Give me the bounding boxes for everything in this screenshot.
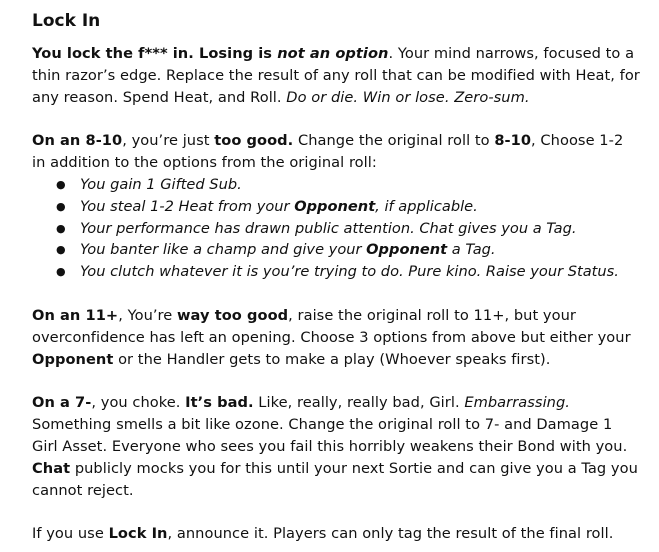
high-label: On an 8-10 (32, 132, 123, 150)
fail-label: On a 7- (32, 394, 92, 412)
high-result-paragraph (32, 130, 641, 174)
footer-text-1: If you use (32, 525, 109, 543)
intro-emphasis: not an option (277, 45, 389, 62)
crit-bold-2: Opponent (32, 350, 114, 368)
high-text-2: Change the original roll to (293, 132, 495, 150)
fail-text-2: Like, really, really bad, Girl. (253, 394, 465, 412)
list-item: ● You gain 1 Gifted Sub. (32, 174, 641, 196)
crit-label: On an 11+ (32, 306, 119, 324)
intro-text: . Your mind narrows, focused to a thin razor’s edge. Replace the result of any roll that can be modified with Heat, for any reason. Spend Heat, and Roll. (32, 45, 640, 106)
list-item: ● You steal 1-2 Heat from your Opponent, if applicable. (32, 196, 641, 218)
intro-lead: You lock the f*** in. Losing is (32, 45, 278, 62)
options-list (32, 174, 641, 283)
fail-text-3: Something smells a bit like ozone. Change the original roll to 7- and Damage 1 Girl Asset. Everyone who sees you fail this horribly weakens their Bond with you. (32, 416, 628, 455)
list-item: ● Your performance has drawn public attention. Chat gives you a Tag. (32, 218, 641, 240)
high-text-3: , Choose 1-2 in addition to the options from the original roll: (32, 132, 624, 172)
intro-tagline: Do or die. Win or lose. Zero-sum. (286, 88, 530, 106)
crit-text-3: or the Handler gets to make a play (Whoever speaks first). (113, 350, 551, 368)
high-text-1: , you’re just (122, 132, 215, 150)
fail-bold-2: Chat (32, 459, 71, 477)
intro-paragraph (32, 43, 641, 108)
fail-italic-1: Embarrassing. (464, 394, 570, 412)
footer-paragraph (32, 523, 641, 545)
crit-text-1: , You’re (118, 306, 178, 324)
fail-result-paragraph (32, 392, 641, 501)
section-title: Lock In (32, 11, 101, 31)
high-bold-1: too good. (214, 132, 294, 150)
footer-bold: Lock In (108, 525, 168, 543)
crit-result-paragraph (32, 305, 641, 370)
fail-text-4: publicly mocks you for this until your next Sortie and can give you a Tag you cannot reject. (32, 459, 638, 499)
footer-text-2: , announce it. Players can only tag the result of the final roll. (167, 525, 614, 543)
fail-text-1: , you choke. (91, 394, 186, 412)
list-item: ● You clutch whatever it is you’re trying to do. Pure kino. Raise your Status. (32, 261, 641, 283)
fail-bold-1: It’s bad. (185, 394, 254, 412)
high-bold-2: 8-10 (494, 132, 532, 150)
list-item: ● You banter like a champ and give your Opponent a Tag. (32, 239, 641, 261)
crit-bold-1: way too good (177, 306, 289, 324)
crit-text-2: , raise the original roll to 11+, but your overconfidence has left an opening. Choose 3 options from above but either your (32, 306, 631, 346)
